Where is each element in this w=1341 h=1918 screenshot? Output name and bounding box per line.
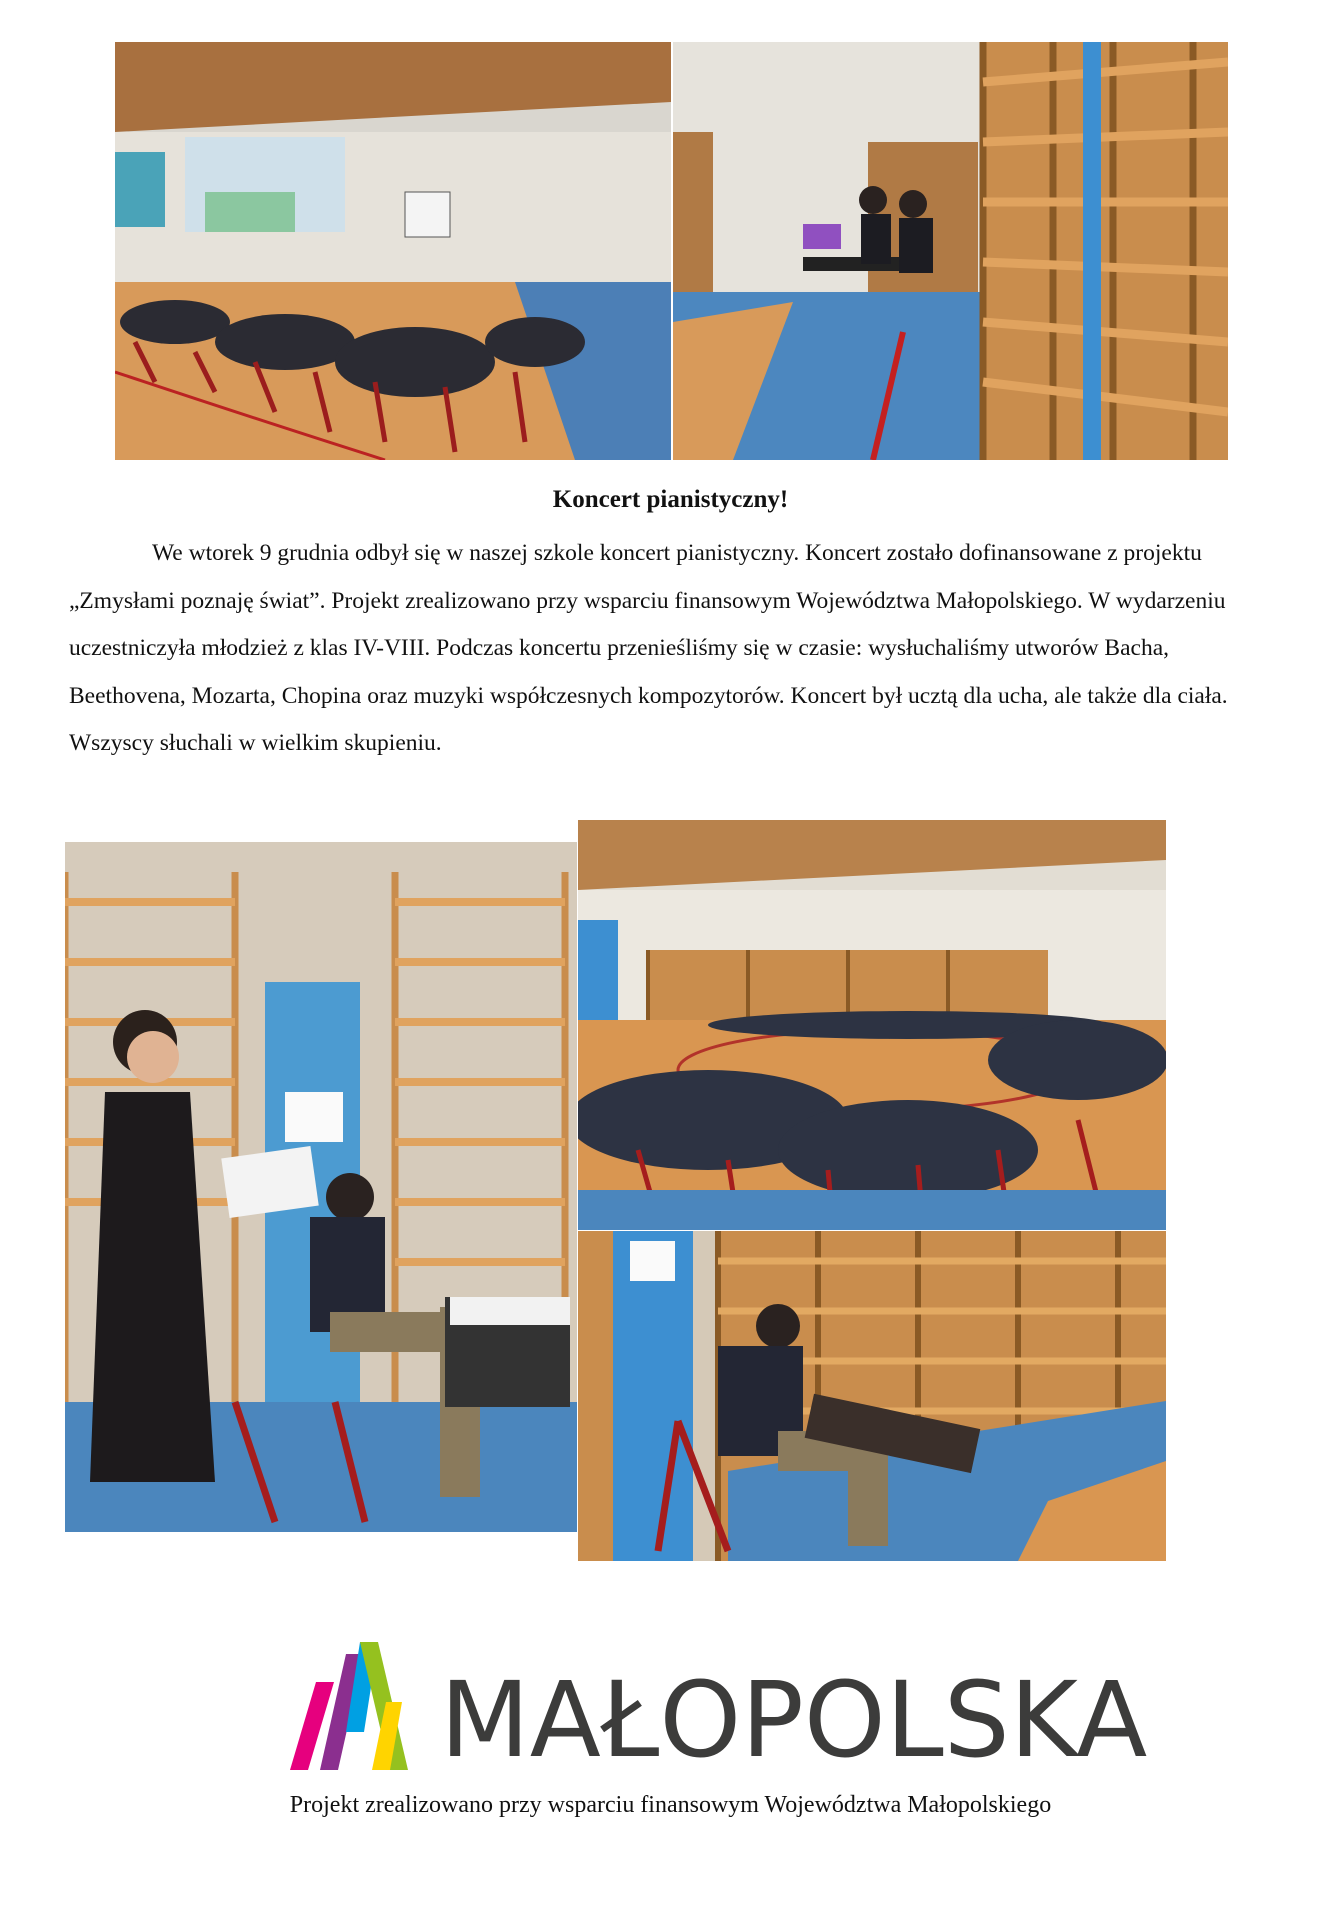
malopolska-wordmark: MAŁOPOLSKA [440,1659,1148,1772]
malopolska-logo [290,1632,1200,1772]
article-title: Koncert pianistyczny! [552,486,789,513]
photo-pianist-duo [673,42,1228,460]
photo-speaker-and-pianist [65,842,577,1532]
article-body [69,530,1259,768]
photo-audience-circle [578,820,1166,1230]
photo-audience-gym [115,42,671,460]
funding-footer: Projekt zrealizowano przy wsparciu finansowym Województwa Małopolskiego [289,1792,1052,1818]
photo-pianist-keyboard [578,1231,1166,1561]
malopolska-logo-mark [290,1632,1200,1772]
article-body-text: We wtorek 9 grudnia odbył się w naszej szkole koncert pianistyczny. Koncert zostało dofinansowane z projektu „Zmysłami poznaję świat”. Projekt zrealizowano przy wsparciu finansowym Województwa Małopolskiego. W wydarzeniu uczestniczyła młodzież z klas IV-VIII. Podczas koncertu przenieśliśmy się w czasie: wysłuchaliśmy utworów Bacha, Beethovena, Mozarta, Chopina oraz muzyki współczesnych kompozytorów. Koncert był ucztą dla ucha, ale także dla ciała. Wszyscy słuchali w wielkim skupieniu. [69,540,1228,756]
